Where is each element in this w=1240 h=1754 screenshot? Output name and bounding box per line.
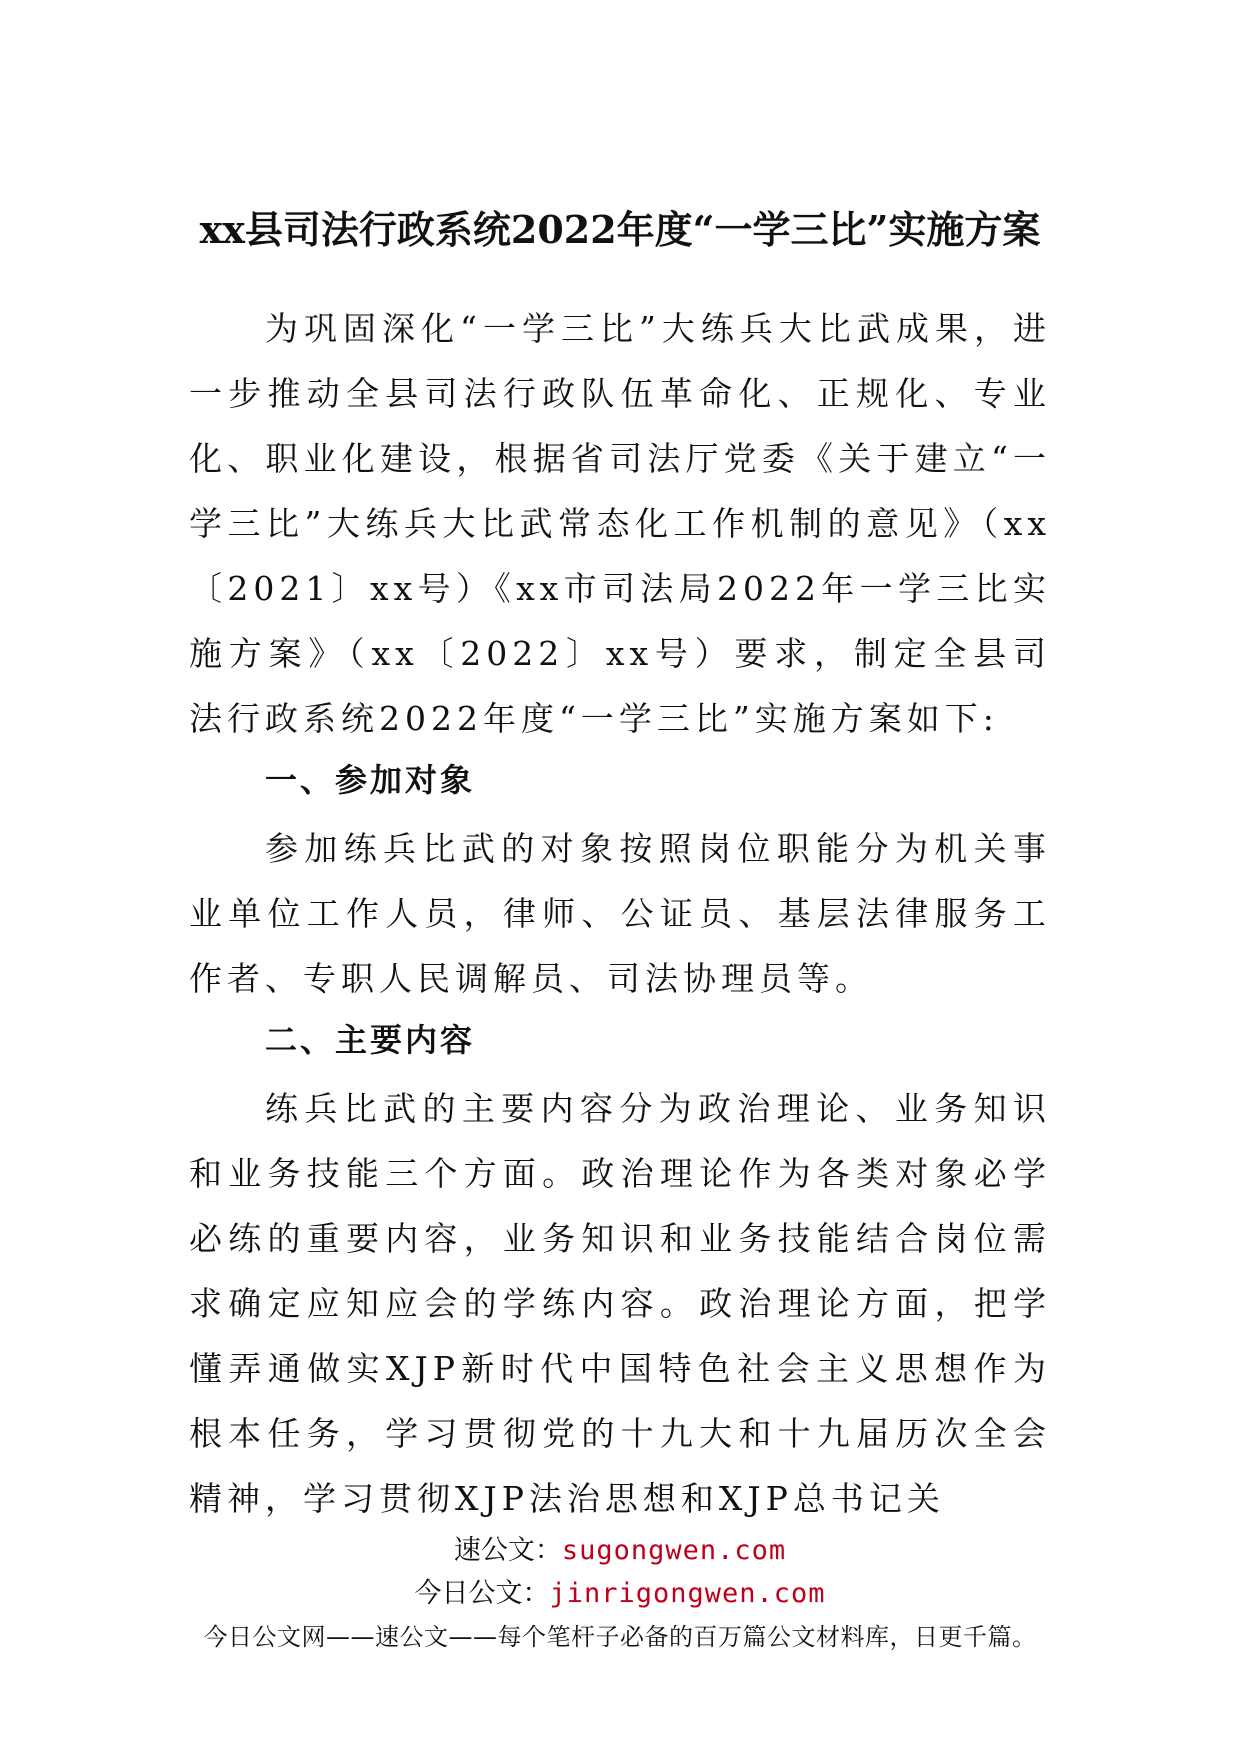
- footer-jinrigongwen: [0, 1576, 1240, 1612]
- section-participants-text: 参加练兵比武的对象按照岗位职能分为机关事业单位工作人员，律师、公证员、基层法律服务工作者、专职人民调解员、司法协理员等。: [189, 829, 1051, 998]
- section-heading-participants: 一、参加对象: [265, 761, 476, 799]
- document-title: xx县司法行政系统2022年度“一学三比”实施方案: [199, 207, 1041, 252]
- footer-jinrigongwen-label: 今日公文：: [414, 1578, 550, 1609]
- footer-sugongwen: [0, 1533, 1240, 1569]
- footer-sugongwen-label: 速公文：: [453, 1535, 562, 1566]
- section-heading-content: 二、主要内容: [265, 1021, 476, 1059]
- section-content-text: 练兵比武的主要内容分为政治理论、业务知识和业务技能三个方面。政治理论作为各类对象必学必练的重要内容，业务知识和业务技能结合岗位需求确定应知应会的学练内容。政治理论方面，把学懂弄通做实XJP新时代中国特色社会主义思想作为根本任务，学习贯彻党的十九大和十九届历次全会精神，学习贯彻XJP法治思想和XJP总书记关: [189, 1089, 1051, 1518]
- footer-jinrigongwen-link[interactable]: jinrigongwen.com: [549, 1578, 826, 1609]
- intro-paragraph: 为巩固深化“一学三比”大练兵大比武成果，进一步推动全县司法行政队伍革命化、正规化、专业化、职业化建设，根据省司法厅党委《关于建立“一学三比”大练兵大比武常态化工作机制的意见》（xx〔2021〕xx号）《xx市司法局2022年一学三比实施方案》（xx〔2022〕xx号）要求，制定全县司法行政系统2022年度“一学三比”实施方案如下:: [189, 309, 1051, 738]
- footer-sugongwen-link[interactable]: sugongwen.com: [561, 1535, 787, 1566]
- footer-slogan: 今日公文网——速公文——每个笔杆子必备的百万篇公文材料库，日更千篇。: [203, 1623, 1037, 1651]
